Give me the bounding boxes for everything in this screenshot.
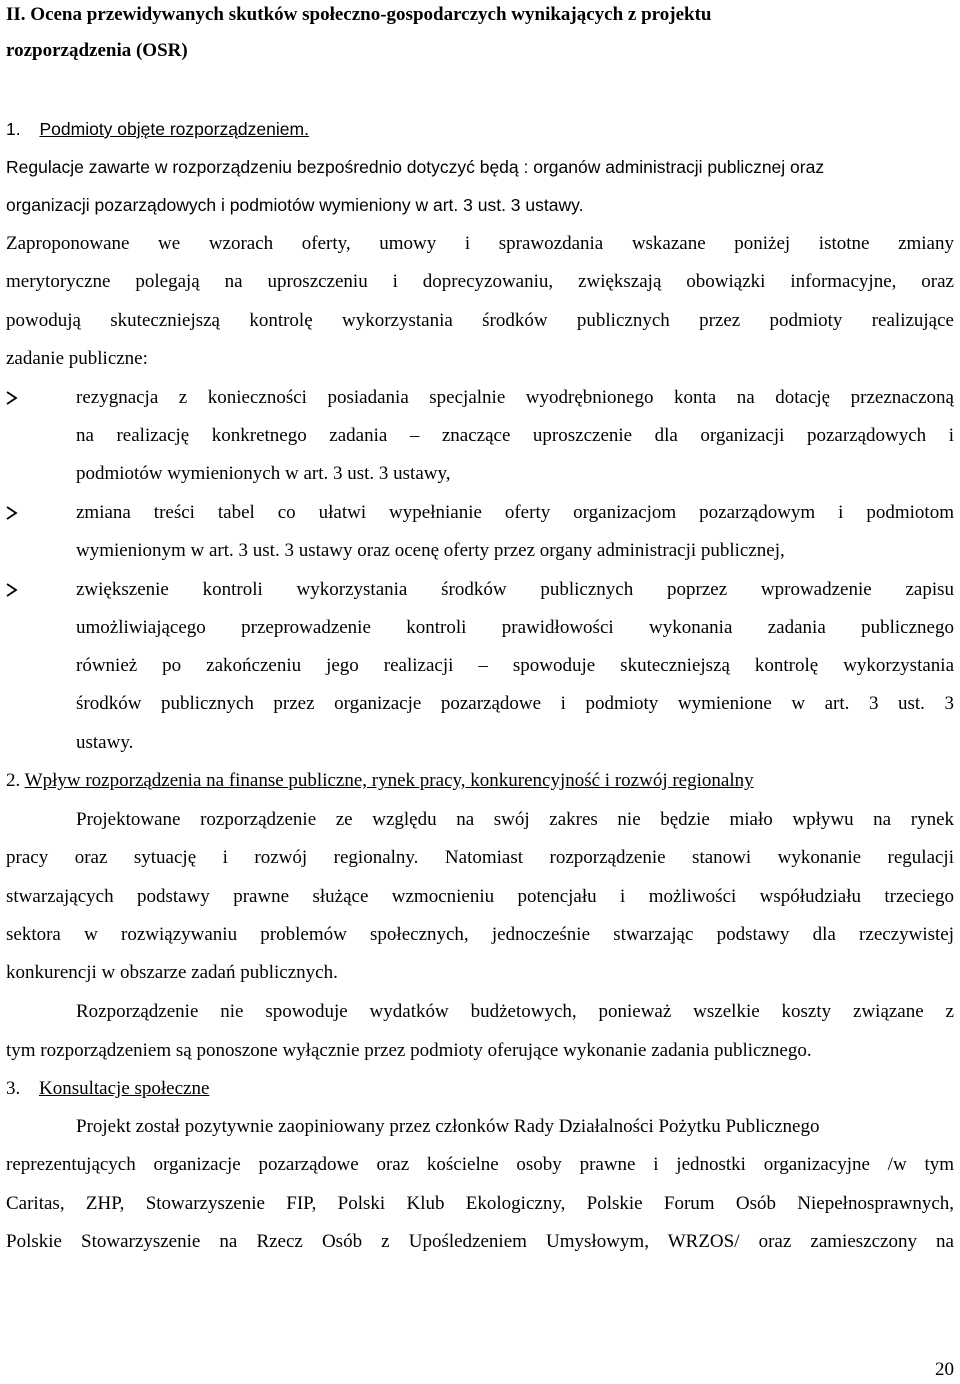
s3-p1-line3: Caritas, ZHP, Stowarzyszenie FIP, Polski Klub Ekologiczny, Polskie Forum Osób Niepełnosprawnych, [6,1193,954,1214]
section3-title: Konsultacje społeczne [39,1078,210,1099]
s2-p1-line5: konkurencji w obszarze zadań publicznych. [6,962,338,983]
section-title-line1: II. Ocena przewidywanych skutków społeczno-gospodarczych wynikających z projektu [6,4,712,25]
section2-title: Wpływ rozporządzenia na finanse publiczne, rynek pracy, konkurencyjność i rozwój regionalny [24,770,754,791]
section1-number: 1. [6,119,21,139]
bullet1-line3: podmiotów wymienionych w art. 3 ust. 3 ustawy, [76,463,451,484]
s1-p1-line1: Regulacje zawarte w rozporządzeniu bezpośrednio dotyczyć będą : organów administracji publicznej oraz [6,157,825,177]
bullet3-line3: również po zakończeniu jego realizacji – spowoduje skuteczniejszą kontrolę wykorzystania [76,655,954,676]
s2-p1-line3: stwarzających podstawy prawne służące wzmocnieniu potencjału i możliwości współudziału trzeciego [6,886,954,907]
s3-p1-line1: Projekt został pozytywnie zaopiniowany przez członków Rady Działalności Pożytku Publicznego [76,1116,820,1137]
s3-p1-line4: Polskie Stowarzyszenie na Rzecz Osób z Upośledzeniem Umysłowym, WRZOS/ oraz zamieszczony na [6,1231,954,1252]
bullet1-line2: na realizację konkretnego zadania – znaczące uproszczenie dla organizacji pozarządowych i [76,425,954,446]
bullet3-line5: ustawy. [76,732,134,753]
s1-p2-line2: merytoryczne polegają na uproszczeniu i doprecyzowaniu, zwiększają obowiązki informacyjne, oraz [6,271,954,292]
section3-heading [6,1077,209,1101]
section2-heading [6,769,754,793]
bullet3-line1: zwiększenie kontroli wykorzystania środków publicznych poprzez wprowadzenie zapisu [76,579,954,600]
section1-heading [6,117,309,141]
section3-number: 3. [6,1078,21,1099]
arrow-bullet-icon [4,582,20,598]
s2-p2-line1: Rozporządzenie nie spowoduje wydatków budżetowych, ponieważ wszelkie koszty związane z [76,1001,954,1022]
s1-p2-line1: Zaproponowane we wzorach oferty, umowy i sprawozdania wskazane poniżej istotne zmiany [6,233,954,254]
s1-p2-line4: zadanie publiczne: [6,348,148,369]
section2-number: 2. [6,770,21,791]
section1-title: Podmioty objęte rozporządzeniem. [39,119,309,139]
page-number: 20 [935,1359,954,1380]
s2-p1-line2: pracy oraz sytuację i rozwój regionalny. Natomiast rozporządzenie stanowi wykonanie regulacji [6,847,954,868]
arrow-bullet-icon [4,390,20,406]
bullet3-line4: środków publicznych przez organizacje pozarządowe i podmioty wymienione w art. 3 ust. 3 [76,693,954,714]
s1-p2-line3: powodują skuteczniejszą kontrolę wykorzystania środków publicznych przez podmioty realizujące [6,310,954,331]
arrow-bullet-icon [4,505,20,521]
s2-p1-line1: Projektowane rozporządzenie ze względu na swój zakres nie będzie miało wpływu na rynek [76,809,954,830]
bullet3-line2: umożliwiającego przeprowadzenie kontroli prawidłowości wykonania zadania publicznego [76,617,954,638]
s3-p1-line2: reprezentujących organizacje pozarządowe oraz kościelne osoby prawne i jednostki organizacyjne /w tym [6,1154,954,1175]
s1-p1-line2: organizacji pozarządowych i podmiotów wymieniony w art. 3 ust. 3 ustawy. [6,195,584,215]
section-title-line2: rozporządzenia (OSR) [6,40,188,61]
bullet1-line1: rezygnacja z konieczności posiadania specjalnie wyodrębnionego konta na dotację przeznaczoną [76,387,954,408]
bullet2-line2: wymienionym w art. 3 ust. 3 ustawy oraz ocenę oferty przez organy administracji publicznej, [76,540,785,561]
s2-p1-line4: sektora w rozwiązywaniu problemów społecznych, jednocześnie stwarzając podstawy dla rzeczywistej [6,924,954,945]
s2-p2-line2: tym rozporządzeniem są ponoszone wyłącznie przez podmioty oferujące wykonanie zadania publicznego. [6,1040,812,1061]
bullet2-line1: zmiana treści tabel co ułatwi wypełnianie oferty organizacjom pozarządowym i podmiotom [76,502,954,523]
